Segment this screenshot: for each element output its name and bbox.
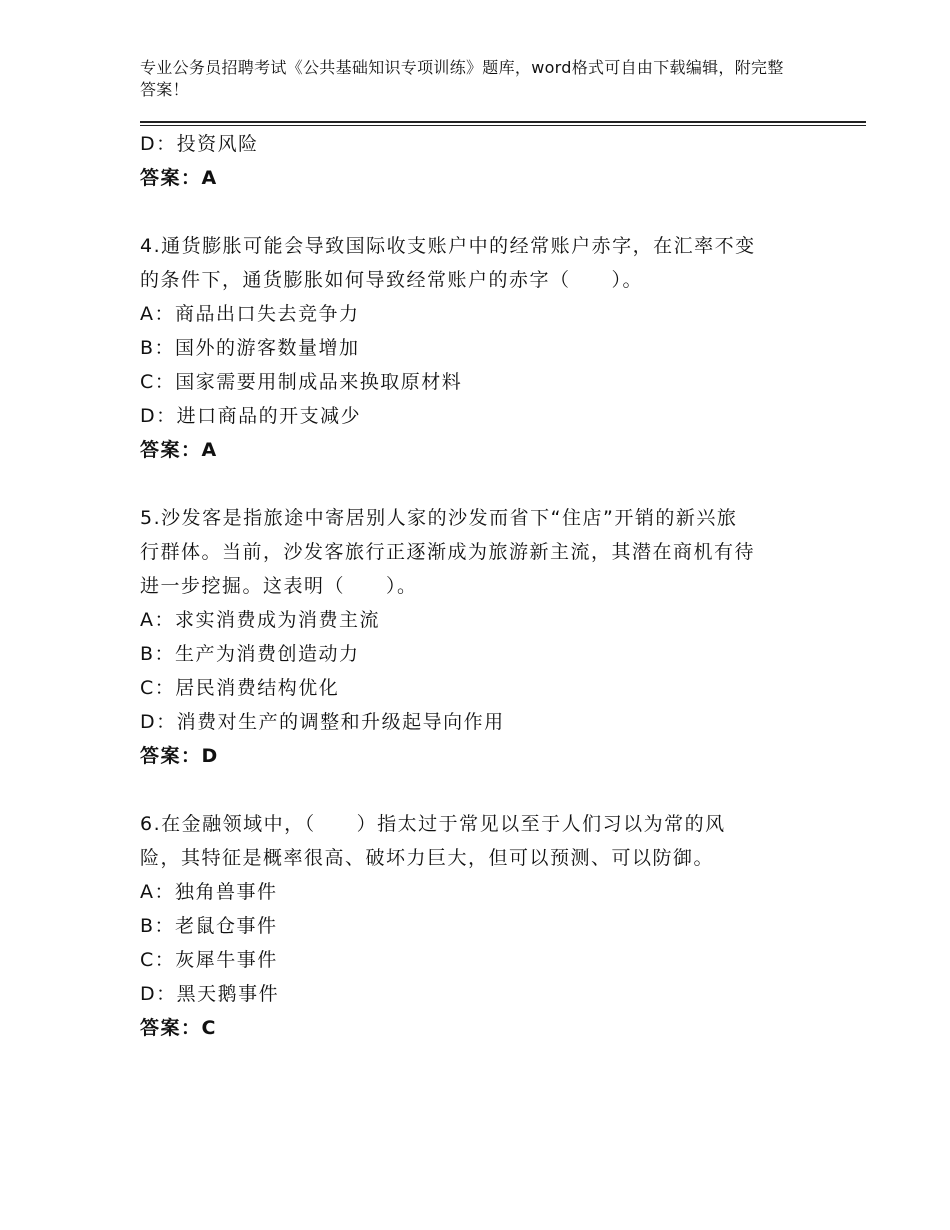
q5-stem-line2: 行群体。当前，沙发客旅行正逐渐成为旅游新主流，其潜在商机有待	[140, 541, 756, 563]
spacer	[140, 195, 810, 229]
spacer	[140, 773, 810, 807]
q6-answer: 答案：C	[140, 1017, 217, 1039]
q4-option-c: C：国家需要用制成品来换取原材料	[140, 371, 463, 393]
q4-option-b: B：国外的游客数量增加	[140, 337, 360, 359]
q6-option-b: B：老鼠仓事件	[140, 915, 278, 937]
question-content	[140, 127, 810, 1045]
q5-answer: 答案：D	[140, 745, 219, 767]
q4-answer: 答案：A	[140, 439, 218, 461]
q5-option-b: B：生产为消费创造动力	[140, 643, 360, 665]
q6-stem-line2: 险，其特征是概率很高、破坏力巨大，但可以预测、可以防御。	[140, 847, 715, 869]
header-rule-thick	[140, 121, 866, 123]
header-text: 专业公务员招聘考试《公共基础知识专项训练》题库，word格式可自由下载编辑，附完整答案！	[140, 58, 784, 99]
q5-stem-line3: 进一步挖掘。这表明（ ）。	[140, 575, 418, 597]
q4-stem-line2: 的条件下，通货膨胀如何导致经常账户的赤字（ ）。	[140, 269, 644, 291]
question-5	[140, 501, 800, 603]
q6-stem-line1: 6.在金融领域中，（ ）指太过于常见以至于人们习以为常的风	[140, 813, 726, 835]
q5-option-d: D：消费对生产的调整和升级起导向作用	[140, 711, 505, 733]
prev-option-d: D：投资风险	[140, 133, 259, 155]
q5-stem-line1: 5.沙发客是指旅途中寄居别人家的沙发而省下“住店”开销的新兴旅	[140, 507, 738, 529]
q4-option-a: A：商品出口失去竞争力	[140, 303, 360, 325]
q6-option-a: A：独角兽事件	[140, 881, 278, 903]
q4-stem-line1: 4.通货膨胀可能会导致国际收支账户中的经常账户赤字，在汇率不变	[140, 235, 756, 257]
question-6	[140, 807, 800, 875]
page-header	[140, 57, 790, 101]
header-rule-thin	[140, 125, 866, 126]
question-4	[140, 229, 800, 297]
q4-option-d: D：进口商品的开支减少	[140, 405, 362, 427]
q6-option-c: C：灰犀牛事件	[140, 949, 278, 971]
q6-option-d: D：黑天鹅事件	[140, 983, 280, 1005]
q5-option-c: C：居民消费结构优化	[140, 677, 340, 699]
spacer	[140, 467, 810, 501]
prev-answer: 答案：A	[140, 167, 218, 189]
q5-option-a: A：求实消费成为消费主流	[140, 609, 380, 631]
